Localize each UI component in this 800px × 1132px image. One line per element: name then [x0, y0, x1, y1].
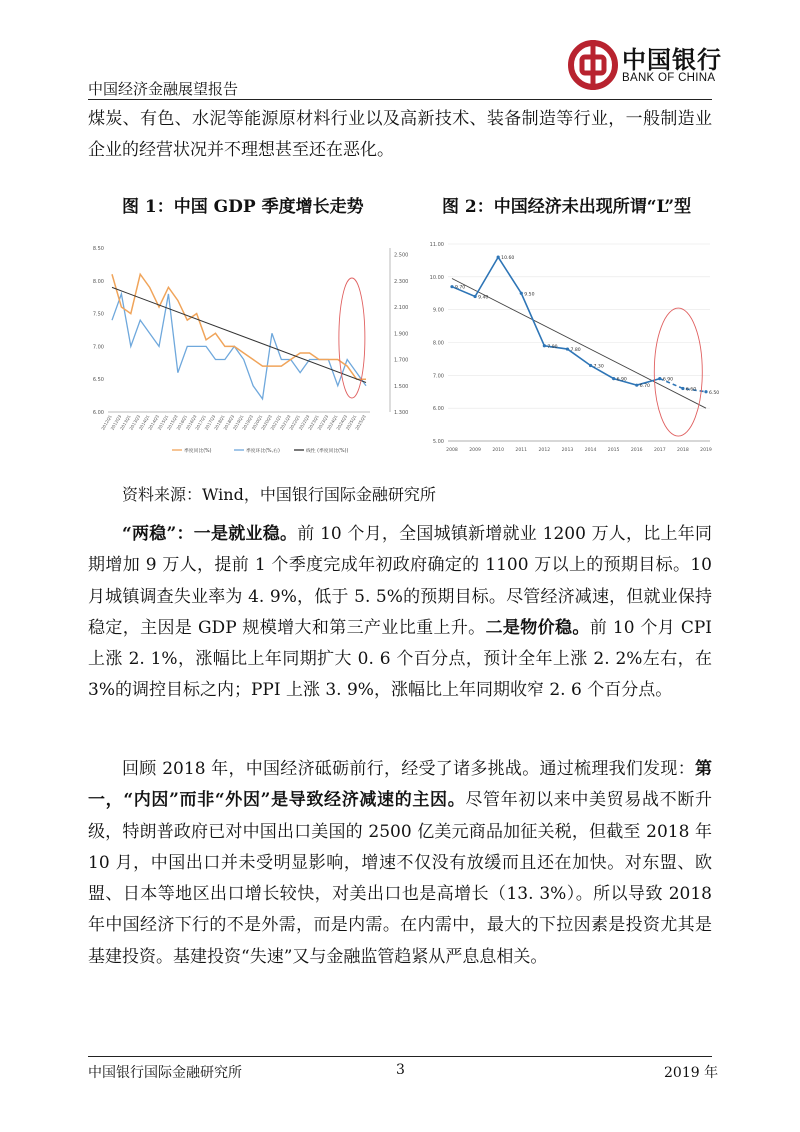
chart2-x-tick-label: 2009: [469, 448, 481, 453]
para3-intro-text: 回顾 2018 年，中国经济砥砺前行，经受了诸多挑战。通过梳理我们发现：: [122, 759, 695, 779]
two-stabilities-paragraph: [88, 519, 712, 707]
chart2-x-tick-label: 2016: [630, 448, 643, 453]
chart2-data-label: 9.50: [524, 292, 535, 298]
footer-rule: [88, 1056, 712, 1057]
chart1-x-tick-label: 2013Q1: [119, 414, 132, 431]
chart1-x-tick-label: 2025Q1: [344, 414, 358, 431]
figure2-title: 图 2：中国经济未出现所谓“L”型: [442, 197, 692, 217]
chart2-data-label: 6.60: [685, 387, 697, 393]
chart2-data-label: 6.70: [639, 384, 650, 390]
chart1-x-tick-label: 2017Q3: [203, 414, 217, 431]
chart1-x-tick-label: 2020Q3: [260, 414, 273, 431]
chart2-data-point: [497, 256, 500, 259]
footer-year: 2019 年: [664, 1065, 719, 1081]
chart1-x-tick-label: 2018Q3: [222, 414, 236, 431]
chart2-y-tick-label: 8.00: [432, 340, 444, 347]
figure1-title: 图 1：中国 GDP 季度增长走势: [122, 197, 364, 217]
chart2-data-point: [612, 377, 615, 380]
chart2-y-tick-label: 5.00: [432, 439, 444, 445]
chart2-y-tick-label: 6.00: [432, 406, 444, 413]
chart1-x-tick-label: 2025Q3: [354, 414, 367, 431]
chart1-x-tick-label: 2015Q3: [166, 414, 179, 431]
chart2-data-point: [520, 292, 523, 295]
chart2-data-label: 7.30: [593, 364, 604, 370]
chart2-data-label: 7.90: [547, 344, 558, 350]
para2-employment-text: 前 10 个月，全国城镇新增就业 1200 万人，比上年同期增加 9 万人，提前 1 个季度完成年初政府确定的 1100 万以上的预期目标。10 月城镇调查失业率为 4. 9%，低于 5. 5%的预期目标。尽管经济减速，但就业保持稳定，主因是 GDP 规模增大和第三产业比重上升。: [88, 524, 713, 638]
chart1-x-tick-label: 2019Q3: [241, 414, 254, 431]
chart1-left-tick-label: 6.00: [92, 410, 104, 416]
footer-institute: 中国银行国际金融研究所: [88, 1065, 242, 1081]
chart1-x-tick-label: 2016Q3: [184, 414, 198, 431]
chart1-right-tick-label: 1.700: [394, 357, 409, 364]
chart2-x-tick-label: 2013: [561, 448, 574, 453]
chart1-x-tick-label: 2022Q3: [297, 414, 311, 431]
chart2-x-tick-label: 2012: [538, 448, 551, 453]
chart1-x-tick-label: 2023Q3: [316, 414, 330, 431]
chart2-x-tick-label: 2011: [515, 448, 528, 453]
figure2-l-shape-chart: [418, 236, 718, 454]
source-note: 资料来源：Wind，中国银行国际金融研究所: [122, 485, 436, 504]
chart1-left-tick-label: 7.00: [92, 344, 104, 351]
chart1-right-tick-label: 2.500: [394, 252, 409, 259]
chart2-data-label: 6.90: [662, 377, 674, 383]
chart2-x-tick-label: 2017: [653, 448, 666, 453]
footer-page-number: 3: [396, 1062, 405, 1078]
chart1-x-tick-label: 2021Q1: [269, 414, 283, 431]
logo-chinese-name: 中国银行: [622, 45, 722, 74]
chart2-y-tick-label: 7.00: [432, 373, 444, 380]
chart1-x-tick-label: 2016Q1: [175, 414, 189, 431]
chart2-y-tick-label: 10.00: [429, 274, 444, 281]
chart2-data-point: [566, 347, 569, 350]
chart2-data-point: [543, 344, 546, 347]
chart1-right-tick-label: 2.300: [394, 278, 409, 285]
chart2-data-point: [450, 285, 453, 288]
chart1-x-tick-label: 2018Q1: [213, 414, 226, 431]
intro-text: 煤炭、有色、水泥等能源原材料行业以及高新技术、装备制造等行业，一般制造业企业的经营状况并不理想甚至还在恶化。: [88, 109, 712, 161]
chart1-x-tick-label: 2012Q3: [109, 414, 123, 431]
chart1-legend-label: 线性 (季度同比(%)): [306, 449, 349, 454]
para2-prices-text: 前 10 个月 CPI 上涨 2. 1%，涨幅比上年同期扩大 0. 6 个百分点，预计全年上涨 2. 2%左右，在 3%的调控目标之内；PPI 上涨 3. 9%，涨幅比上年同期收窄 2. 6 个百分点。: [88, 617, 712, 701]
chart2-data-label: 9.40: [478, 295, 489, 301]
chart2-data-label: 6.90: [616, 377, 627, 383]
figure1-gdp-quarterly-chart: [84, 236, 409, 454]
chart2-data-point: [473, 295, 476, 298]
chart1-x-tick-label: 2021Q3: [278, 414, 292, 431]
para2-bold-employment: 一是就业稳。: [193, 524, 298, 544]
chart1-x-tick-label: 2013Q3: [128, 414, 142, 431]
logo-english-name: BANK OF CHINA: [622, 72, 716, 84]
chart2-x-tick-label: 2014: [584, 448, 597, 453]
chart1-right-tick-label: 2.100: [394, 305, 409, 312]
chart1-legend-label: 季度同比(%): [184, 449, 212, 454]
para3-body-text: 尽管年初以来中美贸易战不断升级，特朗普政府已对中国出口美国的 2500 亿美元商品加征关税，但截至 2018 年 10 月，中国出口并未受明显影响，增速不仅没有放缓而且还在加快。对东盟、欧盟、日本等地区出口增长较快，对美出口也是高增长（13. 3%）。所以导致 2018 年中国经济下行的不是外需，而是内需。在内需中，最大的下拉因素是投资尤其是基建投资。基建投资“失速”又与金融监管趋紧从严息息相关。: [88, 790, 712, 967]
chart2-data-point: [658, 377, 661, 380]
para2-lead: “两稳”：: [122, 524, 194, 544]
chart1-x-tick-label: 2017Q1: [194, 414, 207, 431]
chart2-x-tick-label: 2019: [700, 448, 712, 453]
chart1-highlight-ellipse: [339, 278, 365, 398]
chart2-data-label: 7.80: [570, 348, 581, 354]
chart1-right-tick-label: 1.300: [394, 410, 409, 416]
chart1-x-tick-label: 2019Q1: [231, 414, 245, 431]
chart1-left-tick-label: 8.00: [92, 278, 104, 285]
para3-bold-main-cause: 第一，“内因”而非“外因”是导致经济减速的主因。: [88, 759, 712, 811]
para2-bold-prices: 二是物价稳。: [485, 617, 590, 638]
report-title: 中国经济金融展望报告: [88, 80, 239, 98]
chart1-right-tick-label: 1.900: [394, 331, 409, 338]
chart1-x-tick-label: 2014Q3: [147, 414, 160, 431]
chart1-series-yoy-line: [112, 274, 366, 379]
chart1-left-tick-label: 7.50: [92, 311, 104, 318]
bank-logo-icon: [566, 38, 620, 92]
chart1-left-tick-label: 8.50: [92, 246, 104, 252]
chart2-y-tick-label: 9.00: [432, 307, 444, 314]
chart2-data-point: [635, 384, 638, 387]
chart1-x-tick-label: 2024Q1: [326, 414, 339, 431]
review-2018-paragraph: [88, 754, 712, 973]
chart2-y-tick-label: 11.00: [429, 242, 444, 248]
chart2-data-label: 10.60: [501, 256, 515, 262]
chart1-x-tick-label: 2014Q1: [137, 414, 151, 431]
chart1-x-tick-label: 2024Q3: [335, 414, 349, 431]
chart1-x-tick-label: 2023Q1: [307, 414, 320, 431]
chart2-data-label: 6.50: [709, 390, 720, 396]
chart2-data-point: [589, 364, 592, 367]
chart1-x-tick-label: 2020Q1: [250, 414, 264, 431]
chart1-series-qoq-line: [112, 294, 366, 399]
chart1-right-tick-label: 1.500: [394, 383, 409, 390]
chart1-left-tick-label: 6.50: [92, 377, 104, 384]
chart1-x-tick-label: 2012Q1: [100, 414, 113, 431]
chart2-x-tick-label: 2010: [492, 448, 505, 453]
intro-paragraph: [88, 104, 712, 167]
chart2-data-point: [681, 387, 684, 390]
chart1-x-tick-label: 2015Q1: [156, 414, 170, 431]
chart1-legend-label: 季度环比(%,右): [246, 449, 280, 454]
chart2-x-tick-label: 2018: [677, 448, 689, 453]
chart2-series-solid-line: [452, 257, 660, 385]
chart2-trend-line: [452, 278, 706, 408]
chart2-highlight-ellipse: [654, 308, 702, 436]
chart2-data-point: [704, 390, 707, 393]
chart2-x-tick-label: 2015: [607, 448, 620, 453]
chart2-x-tick-label: 2008: [446, 448, 458, 453]
chart1-x-tick-label: 2022Q1: [288, 414, 302, 431]
chart2-data-label: 9.70: [455, 285, 466, 291]
header-rule: [88, 99, 712, 100]
